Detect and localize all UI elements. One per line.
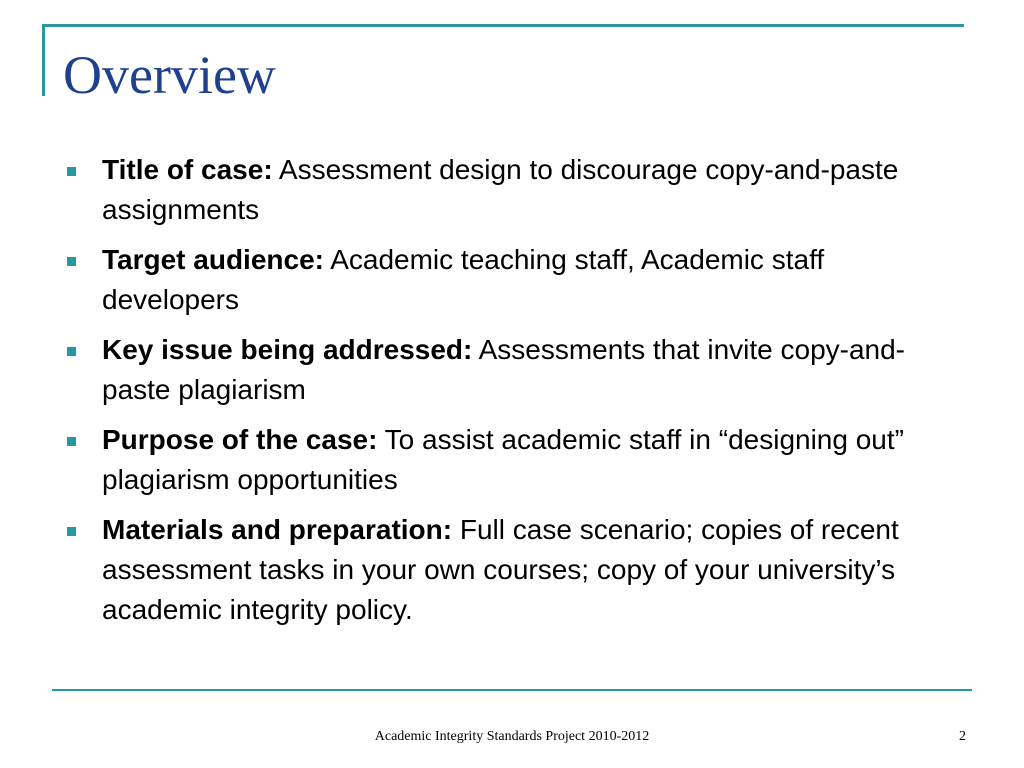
square-bullet-icon [67,527,76,536]
bullet-list [102,150,932,640]
bullet-purpose [102,420,932,500]
bullet-text: Assessments that invite copy-and-paste plagiarism [102,334,906,405]
square-bullet-icon [67,437,76,446]
bullet-materials [102,510,932,630]
bullet-label: Materials and preparation: [102,514,453,545]
bullet-key-issue [102,330,932,410]
bullet-text: Academic teaching staff, Academic staff developers [102,244,825,315]
top-accent-line [42,24,964,27]
bullet-label: Target audience: [102,244,324,275]
bullet-label: Key issue being addressed: [102,334,473,365]
square-bullet-icon [67,167,76,176]
footer-text: Academic Integrity Standards Project 2010-2012 [374,729,650,744]
bullet-text: Full case scenario; copies of recent assessment tasks in your own courses; copy of your university’s academic integrity policy. [102,514,899,625]
bullet-label: Purpose of the case: [102,424,378,455]
slide-title: Overview [63,45,276,105]
bullet-title-of-case [102,150,932,230]
page-number: 2 [959,729,966,744]
square-bullet-icon [67,257,76,266]
bullet-label: Title of case: [102,154,273,185]
bullet-text: To assist academic staff in “designing out” plagiarism opportunities [102,424,904,495]
bullet-text: Assessment design to discourage copy-and-paste assignments [102,154,899,225]
bullet-target-audience [102,240,932,320]
left-accent-line [42,24,45,96]
square-bullet-icon [67,347,76,356]
bottom-accent-line [52,689,972,691]
